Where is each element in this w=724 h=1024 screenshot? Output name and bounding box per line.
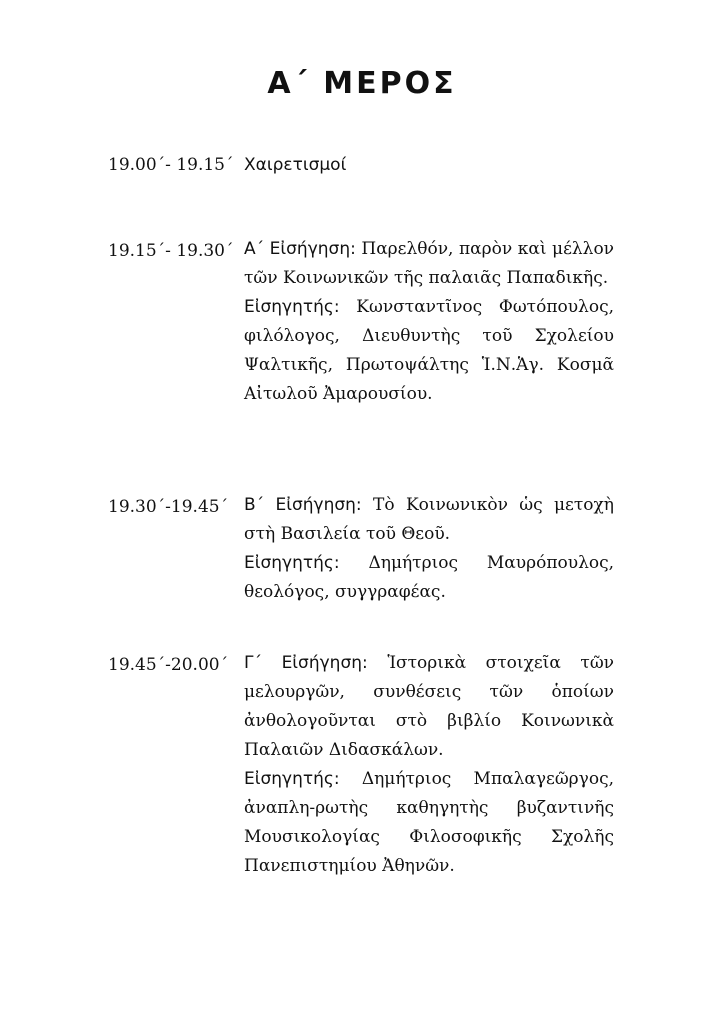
speaker-text: Κωνσταντῖνος Φωτόπουλος, φιλόλογος, Διευθυντὴς τοῦ Σχολείου Ψαλτικῆς, Πρωτοψάλτης Ἱ.Ν.Ἁγ. Κοσμᾶ Αἰτωλοῦ Ἀμαρουσίου. (244, 297, 614, 404)
item-content (244, 491, 614, 607)
topic-paragraph (244, 235, 614, 293)
time-slot: 19.15΄- 19.30΄ (108, 241, 234, 261)
time-slot: 19.45΄-20.00΄ (108, 655, 229, 675)
item-heading: Β΄ Εἰσήγηση: (244, 495, 362, 515)
speaker-label: Εἰσηγητής: (244, 769, 340, 789)
speaker-paragraph (244, 549, 614, 607)
speaker-paragraph (244, 765, 614, 881)
page-title: Α΄ ΜΕΡΟΣ (267, 66, 457, 101)
item-content (244, 235, 614, 409)
item-content (244, 151, 614, 180)
item-content (244, 649, 614, 881)
speaker-paragraph (244, 293, 614, 409)
item-heading: Χαιρετισμοί (244, 155, 347, 175)
speaker-label: Εἰσηγητής: (244, 297, 340, 317)
topic-text: Παρελθόν, παρὸν καὶ μέλλον τῶν Κοινωνικῶν τῆς παλαιᾶς Παπαδικῆς. (244, 239, 615, 288)
time-slot: 19.00΄- 19.15΄ (108, 155, 234, 175)
item-heading: Α΄ Εἰσήγηση: (244, 239, 356, 259)
speaker-text: Δημήτριος Μαυρόπουλος, θεολόγος, συγγραφέας. (244, 553, 615, 602)
speaker-label: Εἰσηγητής: (244, 553, 340, 573)
item-heading: Γ΄ Εἰσήγηση: (244, 653, 368, 673)
topic-text: Ἱστορικὰ στοιχεῖα τῶν μελουργῶν, συνθέσεις τῶν ὁποίων ἀνθολογοῦνται στὸ βιβλίο Κοινωνικὰ Παλαιῶν Διδασκάλων. (244, 653, 615, 760)
time-slot: 19.30΄-19.45΄ (108, 497, 229, 517)
speaker-text: Δημήτριος Μπαλαγεῶργος, ἀναπλη-ρωτὴς καθηγητὴς βυζαντινῆς Μουσικολογίας Φιλοσοφικῆς Σχολῆς Πανεπιστημίου Ἀθηνῶν. (244, 769, 614, 876)
topic-paragraph (244, 491, 614, 549)
topic-text: Τὸ Κοινωνικὸν ὡς μετοχὴ στὴ Βασιλεία τοῦ Θεοῦ. (244, 495, 614, 544)
topic-paragraph (244, 649, 614, 765)
